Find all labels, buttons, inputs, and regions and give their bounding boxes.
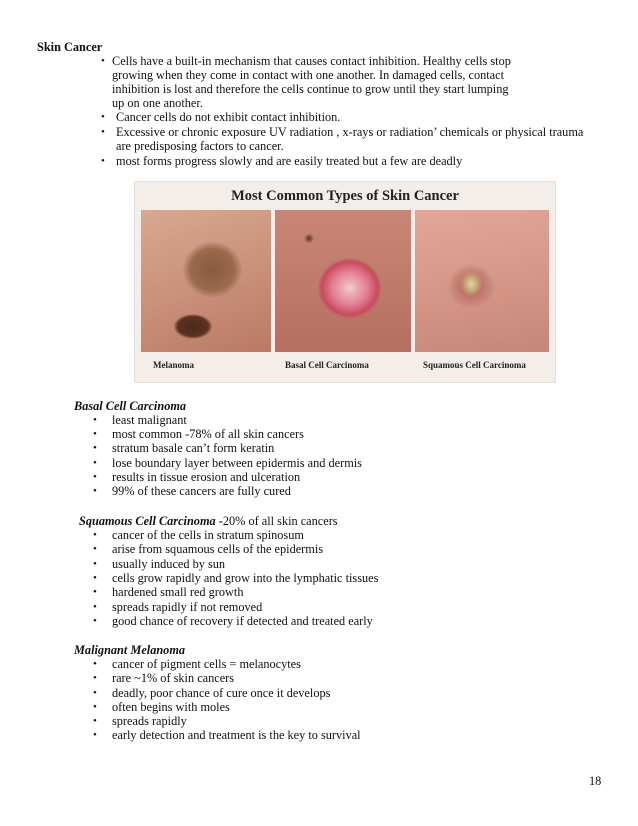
bullet-icon: • <box>93 601 97 613</box>
bullet-icon: • <box>93 428 97 440</box>
bullet-icon: • <box>93 457 97 469</box>
basal-section-title: Basal Cell Carcinoma <box>74 399 187 413</box>
figure-caption-squamous: Squamous Cell Carcinoma <box>423 360 526 370</box>
bullet-icon: • <box>93 471 97 483</box>
intro-bullet-4: most forms progress slowly and are easily treated but a few are deadly <box>116 154 463 168</box>
bullet-icon: • <box>93 658 97 670</box>
intro-bullet-1-line-1: Cells have a built-in mechanism that causes contact inhibition. Healthy cells stop <box>112 54 511 68</box>
intro-bullet-3-line-1: Excessive or chronic exposure UV radiation , x-rays or radiation’ chemicals or physical trauma <box>116 125 584 139</box>
page-heading: Skin Cancer <box>37 40 103 54</box>
list-item: early detection and treatment is the key to survival <box>112 728 361 742</box>
squamous-cell-carcinoma-photo <box>415 210 549 352</box>
squamous-title-rest: 20% of all skin cancers <box>222 514 338 528</box>
bullet-icon: • <box>93 543 97 555</box>
bullet-icon: • <box>93 615 97 627</box>
list-item: lose boundary layer between epidermis and dermis <box>112 456 362 470</box>
melanoma-photo <box>141 210 271 352</box>
list-item: cancer of pigment cells = melanocytes <box>112 657 301 671</box>
list-item: spreads rapidly if not removed <box>112 600 263 614</box>
basal-cell-carcinoma-photo <box>275 210 411 352</box>
bullet-icon: • <box>93 701 97 713</box>
list-item: cancer of the cells in stratum spinosum <box>112 528 304 542</box>
list-item: 99% of these cancers are fully cured <box>112 484 291 498</box>
intro-bullet-2: Cancer cells do not exhibit contact inhibition. <box>116 110 341 124</box>
intro-bullet-1-line-4: up on one another. <box>112 96 203 110</box>
list-item: often begins with moles <box>112 700 230 714</box>
list-item: good chance of recovery if detected and treated early <box>112 614 373 628</box>
intro-bullet-3-line-2: are predisposing factors to cancer. <box>116 139 284 153</box>
list-item: rare ~1% of skin cancers <box>112 671 235 685</box>
list-item: arise from squamous cells of the epidermis <box>112 542 324 556</box>
bullet-icon: • <box>93 485 97 497</box>
melanoma-section-title: Malignant Melanoma <box>74 643 186 657</box>
bullet-icon: • <box>101 111 105 123</box>
list-item: stratum basale can’t form keratin <box>112 441 275 455</box>
bullet-icon: • <box>101 126 105 138</box>
list-item: cells grow rapidly and grow into the lymphatic tissues <box>112 571 379 585</box>
list-item: most common -78% of all skin cancers <box>112 427 304 441</box>
squamous-section-title: Squamous Cell Carcinoma <box>79 514 216 528</box>
intro-bullet-1-line-2: growing when they come in contact with one another. In damaged cells, contact <box>112 68 505 82</box>
bullet-icon: • <box>93 687 97 699</box>
list-item: spreads rapidly <box>112 714 187 728</box>
bullet-icon: • <box>101 155 105 167</box>
list-item: least malignant <box>112 413 187 427</box>
bullet-icon: • <box>93 442 97 454</box>
intro-bullet-1-line-3: inhibition is lost and therefore the cells continue to grow until they start lumping <box>112 82 509 96</box>
bullet-icon: • <box>93 572 97 584</box>
skin-cancer-figure <box>134 181 556 383</box>
figure-caption-basal: Basal Cell Carcinoma <box>285 360 369 370</box>
bullet-icon: • <box>93 672 97 684</box>
page-number: 18 <box>589 774 602 788</box>
bullet-icon: • <box>93 586 97 598</box>
bullet-icon: • <box>93 529 97 541</box>
list-item: deadly, poor chance of cure once it develops <box>112 686 331 700</box>
list-item: results in tissue erosion and ulceration <box>112 470 301 484</box>
bullet-icon: • <box>93 414 97 426</box>
squamous-title-dash: - <box>215 514 223 528</box>
figure-title: Most Common Types of Skin Cancer <box>231 188 459 204</box>
list-item: hardened small red growth <box>112 585 244 599</box>
bullet-icon: • <box>101 55 105 67</box>
figure-caption-melanoma: Melanoma <box>153 360 194 370</box>
bullet-icon: • <box>93 715 97 727</box>
squamous-section-title-line <box>79 514 338 528</box>
list-item: usually induced by sun <box>112 557 226 571</box>
bullet-icon: • <box>93 729 97 741</box>
bullet-icon: • <box>93 558 97 570</box>
